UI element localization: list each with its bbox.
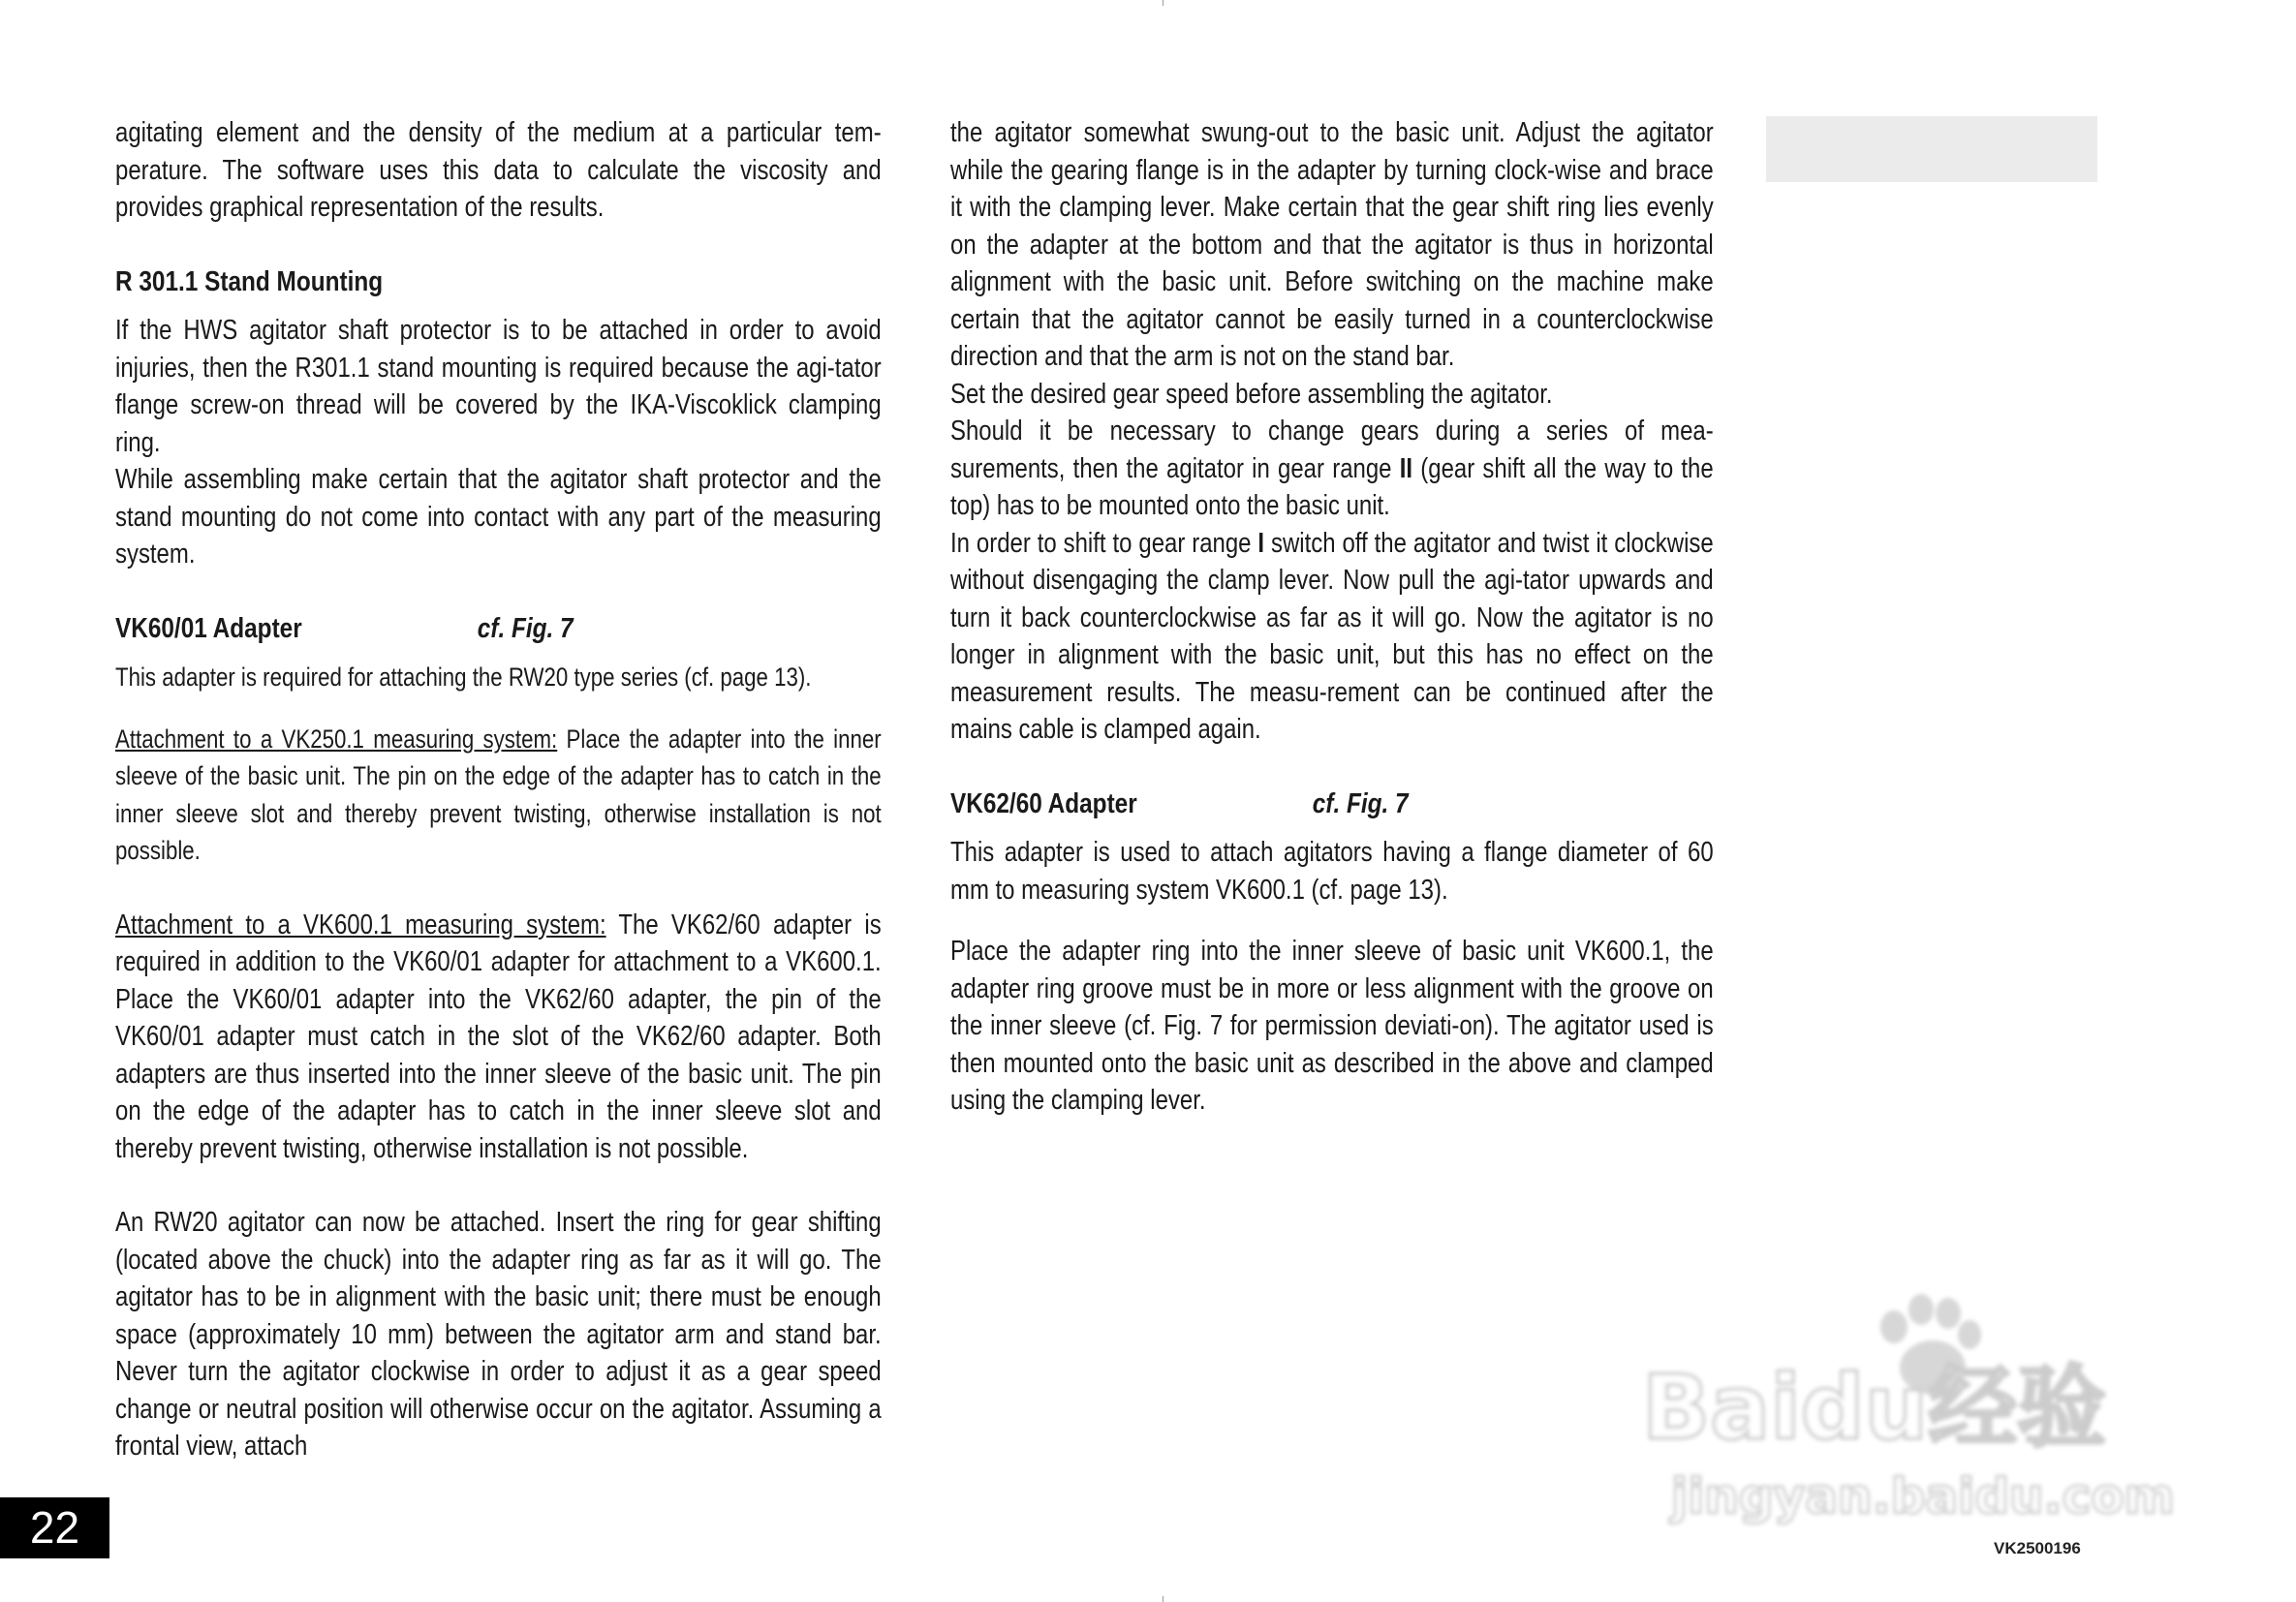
stand-mounting-heading: R 301.1 Stand Mounting [115, 265, 384, 297]
baidu-jingyan-watermark [1613, 1259, 2194, 1530]
rw20-agitator-paragraph: An RW20 agitator can now be attached. Insert the ring for gear shifting (located above the chuck) into the adapter ring as far as it will go. The agitator has to be in alignment with the basic unit; there must be enough space (approximately 10 mm) between the agitator arm and stand bar. Never turn the agitator clockwise in order to adjust it as a gear speed change or neutral position will otherwise occur on the agitator. Assuming a frontal view, attach [115, 1207, 882, 1462]
vk600-attachment-text: The VK62/60 adapter is required in addition to the VK60/01 adapter for attachment to a VK600.1. Place the VK60/01 adapter into the VK62/60 adapter, the pin of the VK60/01 adapter must catch in the slot of the VK62/60 adapter. Both adapters are thus inserted into the inner sleeve of the basic unit. The pin on the edge of the adapter has to catch in the inner sleeve slot and thereby prevent twisting, otherwise installation is not possible. [115, 909, 882, 1164]
stand-mounting-paragraph-2: While assembling make certain that the agitator shaft protector and the stand mounting do not come into contact with any part of the measuring system. [115, 464, 882, 570]
vk6260-figure-reference: cf. Fig. 7 [1312, 787, 1409, 819]
intro-paragraph: agitating element and the density of the medium at a particular tem-perature. The software uses this data to calculate the viscosity and provides graphical representation of the results. [115, 117, 882, 223]
adapter-ring-paragraph: Place the adapter ring into the inner sleeve of basic unit VK600.1, the adapter ring groove must be in more or less alignment with the groove on the inner sleeve (cf. Fig. 7 for permission deviati-on). The agitator used is then mounted onto the basic unit as described in the above and clamped using the clamping lever. [950, 936, 1714, 1116]
gear-speed-paragraph: Set the desired gear speed before assembling the agitator. [950, 378, 1553, 410]
right-column [950, 114, 1714, 1120]
stand-mounting-paragraph-1: If the HWS agitator shaft protector is to be attached in order to avoid injuries, then the R301.1 stand mounting is required because the agi-tator flange screw-on thread will be covered by the IKA-Viscoklick clamping ring. [115, 315, 882, 458]
vk600-attachment-label: Attachment to a VK600.1 measuring system: [115, 909, 606, 940]
margin-shaded-box [1766, 116, 2097, 182]
watermark-brand: Baidu经验 [1642, 1356, 2107, 1460]
bottom-tick-mark [1163, 1596, 1164, 1602]
vk6260-adapter-heading [950, 786, 1714, 823]
gear-range-two-label: II [1399, 452, 1413, 484]
gear-range-one-paragraph: In order to shift to gear range I switch off the agitator and twist it clockwise without disengaging the clamp lever. Now pull the agi-tator upwards and turn it back counterclockwise as far as it will go. Now the agitator is no longer in alignment with the basic unit, but this has no effect on the measurement results. The measu-rement can be continued after the mains cable is clamped again. [950, 527, 1714, 745]
gear-range-two-paragraph: Should it be necessary to change gears during a series of mea-surements, then the agitator in gear range II (gear shift all the way to the top) has to be mounted onto the basic unit. [950, 416, 1714, 521]
top-tick-mark [1163, 0, 1164, 6]
agitator-adjust-paragraph: the agitator somewhat swung-out to the basic unit. Adjust the agitator while the gearing flange is in the adapter by turning clock-wise and brace it with the clamping lever. Make certain that the gear shift ring lies evenly on the adapter at the bottom and that the agitator is thus in horizontal alignment with the basic unit. Before switching on the machine make certain that the agitator cannot be easily turned in a counterclockwise direction and that the arm is not on the stand bar. [950, 117, 1714, 372]
watermark-url: jingyan.baidu.com [1671, 1468, 2175, 1525]
vk250-attachment-text: Place the adapter into the inner sleeve of the basic unit. The pin on the edge of the adapter has to catch in the inner sleeve slot and thereby prevent twisting, otherwise installation is not possible. [115, 724, 882, 865]
page-number: 22 [0, 1497, 109, 1558]
vk6260-adapter-paragraph: This adapter is used to attach agitators having a flange diameter of 60 mm to measuring system VK600.1 (cf. page 13). [950, 837, 1714, 906]
vk6001-adapter-paragraph: This adapter is required for attaching the RW20 type series (cf. page 13). [115, 662, 812, 692]
vk6001-adapter-title: VK60/01 Adapter [115, 612, 302, 644]
vk6001-adapter-heading [115, 610, 882, 648]
vk250-attachment-paragraph [115, 721, 882, 870]
document-code: VK2500196 [1994, 1539, 2081, 1557]
vk600-attachment-paragraph [115, 907, 882, 1168]
left-column [115, 114, 882, 1465]
gear-range-one-label: I [1257, 527, 1265, 559]
vk250-attachment-label: Attachment to a VK250.1 measuring system: [115, 724, 558, 754]
vk6260-adapter-title: VK62/60 Adapter [950, 787, 1137, 819]
vk6001-figure-reference: cf. Fig. 7 [477, 612, 574, 644]
